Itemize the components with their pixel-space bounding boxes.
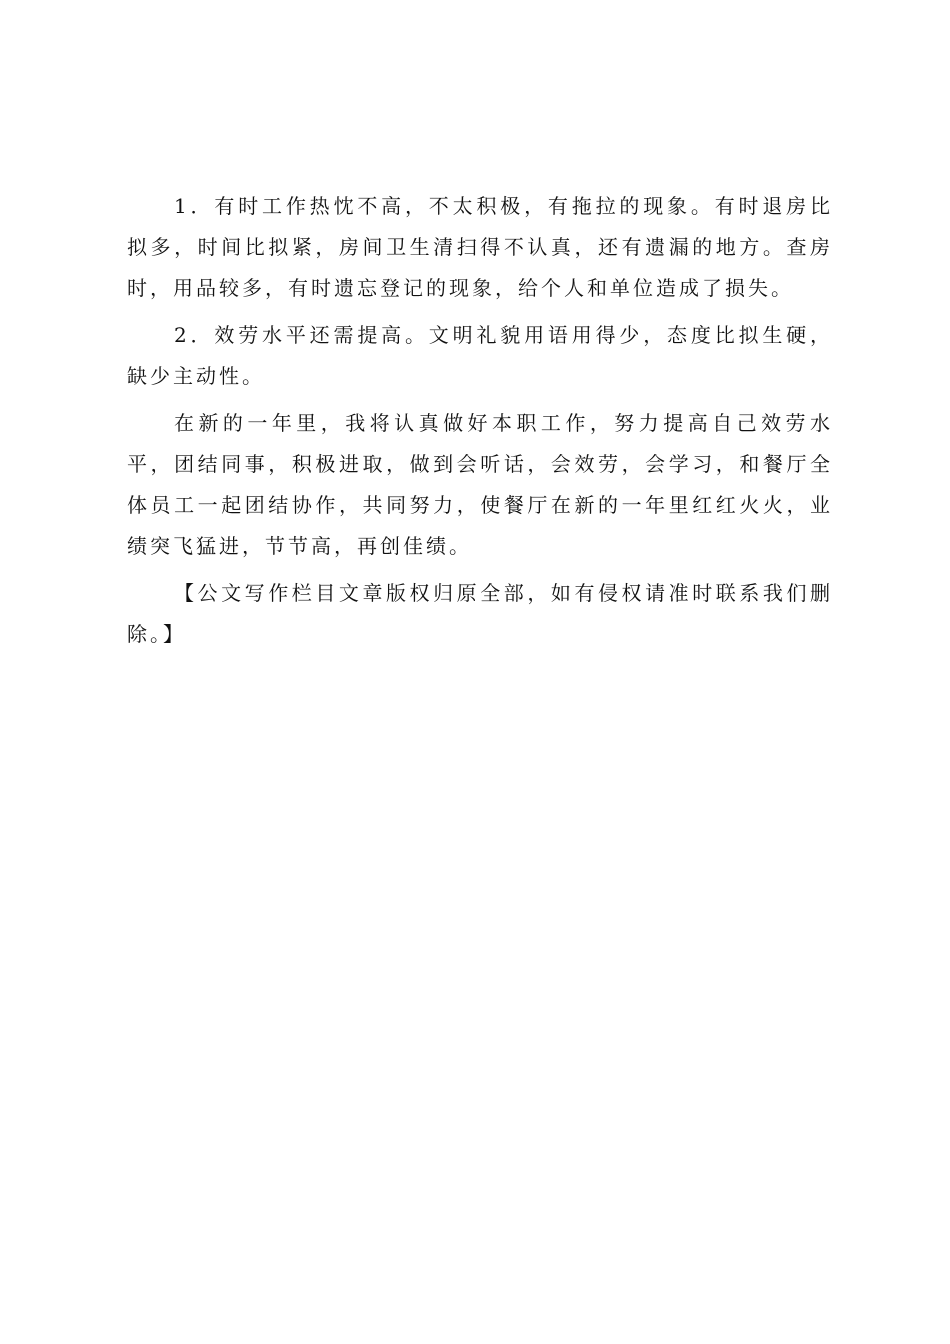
document-body [127,186,833,661]
paragraph-plan: 在新的一年里，我将认真做好本职工作，努力提高自己效劳水平，团结同事，积极进取，做到会听话，会效劳，会学习，和餐厅全体员工一起团结协作，共同努力，使餐厅在新的一年里红红火火，业绩突飞猛进，节节高，再创佳绩。 [127,411,833,558]
paragraph-issue-1: 1．有时工作热忱不高，不太积极，有拖拉的现象。有时退房比拟多，时间比拟紧，房间卫生清扫得不认真，还有遗漏的地方。查房时，用品较多，有时遗忘登记的现象，给个人和单位造成了损失。 [127,194,833,300]
paragraph-copyright-notice: 【公文写作栏目文章版权归原全部，如有侵权请准时联系我们删除。】 [127,581,833,646]
paragraph-issue-2: 2．效劳水平还需提高。文明礼貌用语用得少，态度比拟生硬，缺少主动性。 [127,323,833,388]
